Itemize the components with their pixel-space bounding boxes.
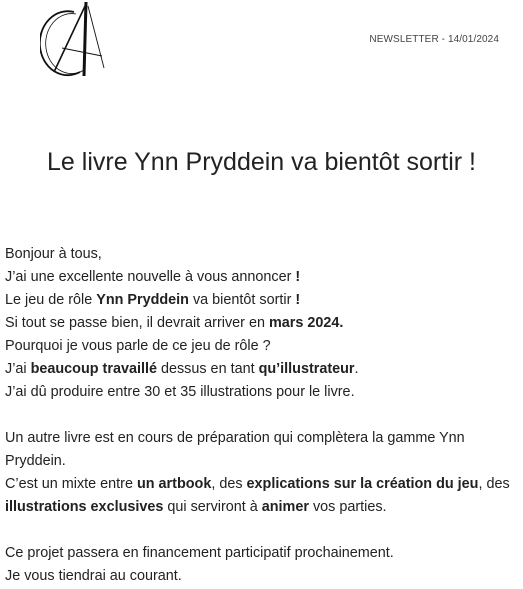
paragraph	[5, 542, 517, 588]
text-segment: J’ai	[5, 361, 31, 377]
text-segment: dessus en tant	[156, 361, 259, 377]
text-line	[5, 427, 517, 473]
newsletter-date: NEWSLETTER - 14/01/2024	[369, 34, 499, 45]
bold-text: Ynn Pryddein	[96, 292, 189, 308]
text-segment: va bientôt sortir	[188, 292, 296, 308]
bold-text: un artbook	[136, 476, 212, 492]
text-line	[5, 381, 517, 404]
text-segment: Ce projet passera en financement participatif prochainement.	[5, 545, 394, 561]
text-line	[5, 289, 517, 312]
text-segment: Bonjour à tous,	[5, 246, 102, 262]
bold-text: !	[295, 292, 301, 308]
newsletter-body	[5, 243, 517, 588]
text-segment: Pourquoi je vous parle de ce jeu de rôle ?	[5, 338, 271, 354]
text-segment: Je vous tiendrai au courant.	[5, 568, 182, 584]
text-line	[5, 358, 517, 381]
text-segment: , des	[211, 476, 247, 492]
text-segment: , des	[478, 476, 510, 492]
paragraph-spacer	[5, 519, 517, 542]
text-line	[5, 266, 517, 289]
bold-text: beaucoup travaillé	[30, 361, 157, 377]
bold-text: qu’illustrateur	[258, 361, 355, 377]
text-segment: J’ai une excellente nouvelle à vous annoncer	[5, 269, 296, 285]
text-segment: vos parties.	[308, 499, 387, 515]
bold-text: explications sur la création du jeu	[246, 476, 479, 492]
bold-text: mars 2024.	[268, 315, 344, 331]
text-segment: C’est un mixte entre	[5, 476, 137, 492]
text-segment: .	[354, 361, 359, 377]
bold-text: animer	[261, 499, 309, 515]
bold-text: !	[295, 269, 301, 285]
text-line	[5, 542, 517, 565]
text-segment: Le jeu de rôle	[5, 292, 97, 308]
text-segment: Un autre livre est en cours de préparation qui complètera la gamme Ynn Pryddein.	[5, 430, 465, 469]
text-line	[5, 312, 517, 335]
text-line	[5, 565, 517, 588]
text-segment: Si tout se passe bien, il devrait arriver en	[5, 315, 269, 331]
logo-icon	[40, 2, 108, 80]
page-title: Le livre Ynn Pryddein va bientôt sortir !	[47, 148, 476, 176]
text-segment: qui serviront à	[163, 499, 262, 515]
text-segment: J’ai dû produire entre 30 et 35 illustrations pour le livre.	[5, 384, 355, 400]
text-line	[5, 243, 517, 266]
text-line	[5, 473, 517, 519]
paragraph-spacer	[5, 404, 517, 427]
bold-text: illustrations exclusives	[5, 499, 164, 515]
text-line	[5, 335, 517, 358]
newsletter-header	[0, 0, 523, 90]
paragraph	[5, 427, 517, 519]
paragraph	[5, 243, 517, 404]
